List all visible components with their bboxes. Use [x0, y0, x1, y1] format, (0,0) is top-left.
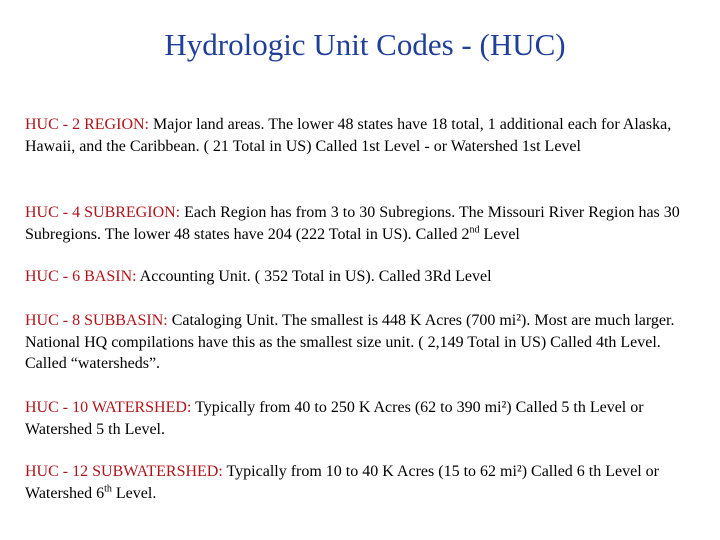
huc10-paragraph	[25, 397, 705, 440]
huc8-paragraph	[25, 310, 705, 375]
huc4-text: Each Region has from 3 to 30 Subregions. The Missouri River Region has 30 Subregions. The lower 48 states have 204 (222 Total in US). Called 2	[25, 204, 680, 243]
huc8-label: HUC - 8 SUBBASIN:	[25, 312, 168, 329]
huc2-label: HUC - 2 REGION:	[25, 116, 149, 133]
page-title: Hydrologic Unit Codes - (HUC)	[164, 27, 566, 62]
huc12-superscript: th	[104, 483, 112, 495]
huc10-text: Typically from 40 to 250 K Acres (62 to 390 mi²) Called 5 th Level or Watershed 5 th Level.	[25, 399, 644, 438]
huc2-text: Major land areas. The lower 48 states have 18 total, 1 additional each for Alaska, Hawaii, and the Caribbean. ( 21 Total in US) Called 1st Level - or Watershed 1st Level	[25, 116, 672, 155]
huc4-paragraph	[25, 202, 705, 245]
huc12-paragraph	[25, 461, 705, 504]
huc12-text: Typically from 10 to 40 K Acres (15 to 62 mi²) Called 6 th Level or Watershed 6	[25, 463, 659, 502]
huc4-text-end: Level	[479, 225, 520, 243]
huc4-superscript: nd	[469, 224, 480, 236]
huc8-text: Cataloging Unit. The smallest is 448 K Acres (700 mi²). Most are much larger. National HQ compilations have this as the smallest size unit. ( 2,149 Total in US) Called 4th Level. Called “watersheds”.	[25, 312, 675, 372]
huc12-text-end: Level.	[111, 484, 157, 502]
huc2-paragraph	[25, 114, 705, 157]
huc6-label: HUC - 6 BASIN:	[25, 268, 137, 285]
huc10-label: HUC - 10 WATERSHED:	[25, 399, 192, 416]
huc4-label: HUC - 4 SUBREGION:	[25, 204, 181, 221]
huc12-label: HUC - 12 SUBWATERSHED:	[25, 463, 223, 480]
huc6-text: Accounting Unit. ( 352 Total in US). Called 3Rd Level	[136, 268, 492, 285]
huc6-paragraph	[25, 266, 705, 288]
